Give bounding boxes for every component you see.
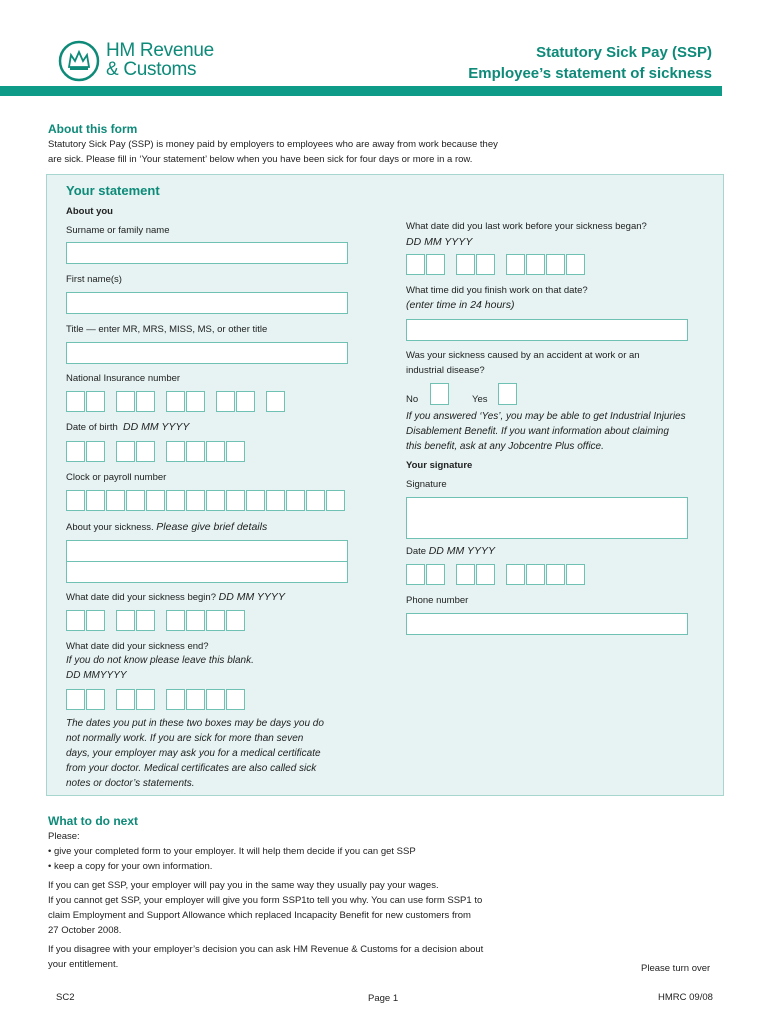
next-para-2-line1: If you cannot get SSP, your employer will give you form SSP1to tell you why. You can use form SSP1 to — [48, 895, 483, 906]
surname-input[interactable] — [66, 242, 348, 264]
ni-label: National Insurance number — [66, 373, 181, 384]
header-divider — [0, 86, 722, 96]
end-format: DD MMYYYY — [66, 670, 127, 681]
next-para-3-line2: your entitlement. — [48, 959, 119, 970]
about-sickness-label: About your sickness. Please give brief details — [66, 521, 268, 533]
next-para-2-line3: 27 October 2008. — [48, 925, 122, 936]
phone-input[interactable] — [406, 613, 688, 635]
no-checkbox[interactable] — [430, 383, 449, 405]
accident-question-1: Was your sickness caused by an accident at work or an — [406, 350, 640, 361]
hmrc-logo — [58, 40, 100, 82]
about-form-text-2: are sick. Please fill in ‘Your statement’ below when you have been sick for four days or more in a row. — [48, 154, 473, 165]
next-para-2-line2: claim Employment and Support Allowance which replaced Incapacity Benefit for new customers from — [48, 910, 471, 921]
end-hint: If you do not know please leave this blank. — [66, 655, 254, 666]
last-work-label: What date did you last work before your sickness began? — [406, 221, 647, 232]
next-para-1: If you can get SSP, your employer will pay you in the same way they usually pay your wages. — [48, 880, 439, 891]
form-subtitle: Employee’s statement of sickness — [468, 65, 712, 82]
first-name-label: First name(s) — [66, 274, 122, 285]
title-input[interactable] — [66, 342, 348, 364]
turn-over-text: Please turn over — [641, 963, 711, 974]
logo-text-line2: & Customs — [106, 59, 197, 80]
sickness-details-input-1[interactable] — [66, 540, 348, 562]
finish-time-label: What time did you finish work on that date? — [406, 285, 588, 296]
form-version: HMRC 09/08 — [658, 992, 713, 1003]
form-title: Statutory Sick Pay (SSP) — [536, 44, 712, 61]
signature-label: Signature — [406, 479, 447, 490]
sickness-details-input-2[interactable] — [66, 561, 348, 583]
next-heading: What to do next — [48, 814, 138, 828]
statement-panel — [46, 174, 724, 796]
dob-boxes[interactable] — [66, 441, 246, 462]
begin-label: What date did your sickness begin? DD MM YYYY — [66, 591, 285, 603]
sign-date-boxes[interactable] — [406, 564, 586, 585]
sign-date-label: Date DD MM YYYY — [406, 545, 496, 557]
no-label: No — [406, 394, 419, 405]
about-you-heading: About you — [66, 206, 113, 217]
begin-date-boxes[interactable] — [66, 610, 246, 631]
logo-text-line1: HM Revenue — [106, 40, 214, 61]
dob-label: Date of birth DD MM YYYY — [66, 421, 190, 433]
next-please: Please: — [48, 831, 80, 842]
clock-number-boxes[interactable] — [66, 490, 346, 511]
next-bullet-1: • give your completed form to your employer. It will help them decide if you can get SSP — [48, 846, 416, 857]
first-name-input[interactable] — [66, 292, 348, 314]
last-work-format: DD MM YYYY — [406, 236, 473, 248]
accident-question-2: industrial disease? — [406, 365, 485, 376]
yes-label: Yes — [472, 394, 488, 405]
about-form-text-1: Statutory Sick Pay (SSP) is money paid by employers to employees who are away from work because they — [48, 139, 498, 150]
end-date-boxes[interactable] — [66, 689, 246, 710]
statement-heading: Your statement — [66, 183, 160, 198]
finish-time-input[interactable] — [406, 319, 688, 341]
clock-label: Clock or payroll number — [66, 472, 167, 483]
about-form-heading: About this form — [48, 122, 138, 136]
signature-heading: Your signature — [406, 460, 473, 471]
phone-label: Phone number — [406, 595, 469, 606]
form-code: SC2 — [56, 992, 75, 1003]
ni-number-boxes[interactable] — [66, 391, 286, 412]
last-work-date-boxes[interactable] — [406, 254, 586, 275]
end-label: What date did your sickness end? — [66, 641, 209, 652]
finish-time-hint: (enter time in 24 hours) — [406, 299, 515, 311]
signature-input[interactable] — [406, 497, 688, 539]
surname-label: Surname or family name — [66, 225, 170, 236]
dates-note: The dates you put in these two boxes may be days you do not normally work. If you are sick for more than seven days, your employer may ask you for a medical certificate from your doctor. Medical certificates are also called sick notes or doctor’s statements. — [66, 718, 324, 789]
yes-note: If you answered ‘Yes’, you may be able to get Industrial Injuries Disablement Benefit. If you want information about claiming this benefit, ask at any Jobcentre Plus office. — [406, 411, 686, 452]
page-number: Page 1 — [368, 993, 399, 1004]
yes-checkbox[interactable] — [498, 383, 517, 405]
next-para-3-line1: If you disagree with your employer’s decision you can ask HM Revenue & Customs for a decision about — [48, 944, 484, 955]
crown-crest-icon — [58, 40, 100, 82]
title-label: Title — enter MR, MRS, MISS, MS, or other title — [66, 324, 268, 335]
next-bullet-2: • keep a copy for your own information. — [48, 861, 213, 872]
